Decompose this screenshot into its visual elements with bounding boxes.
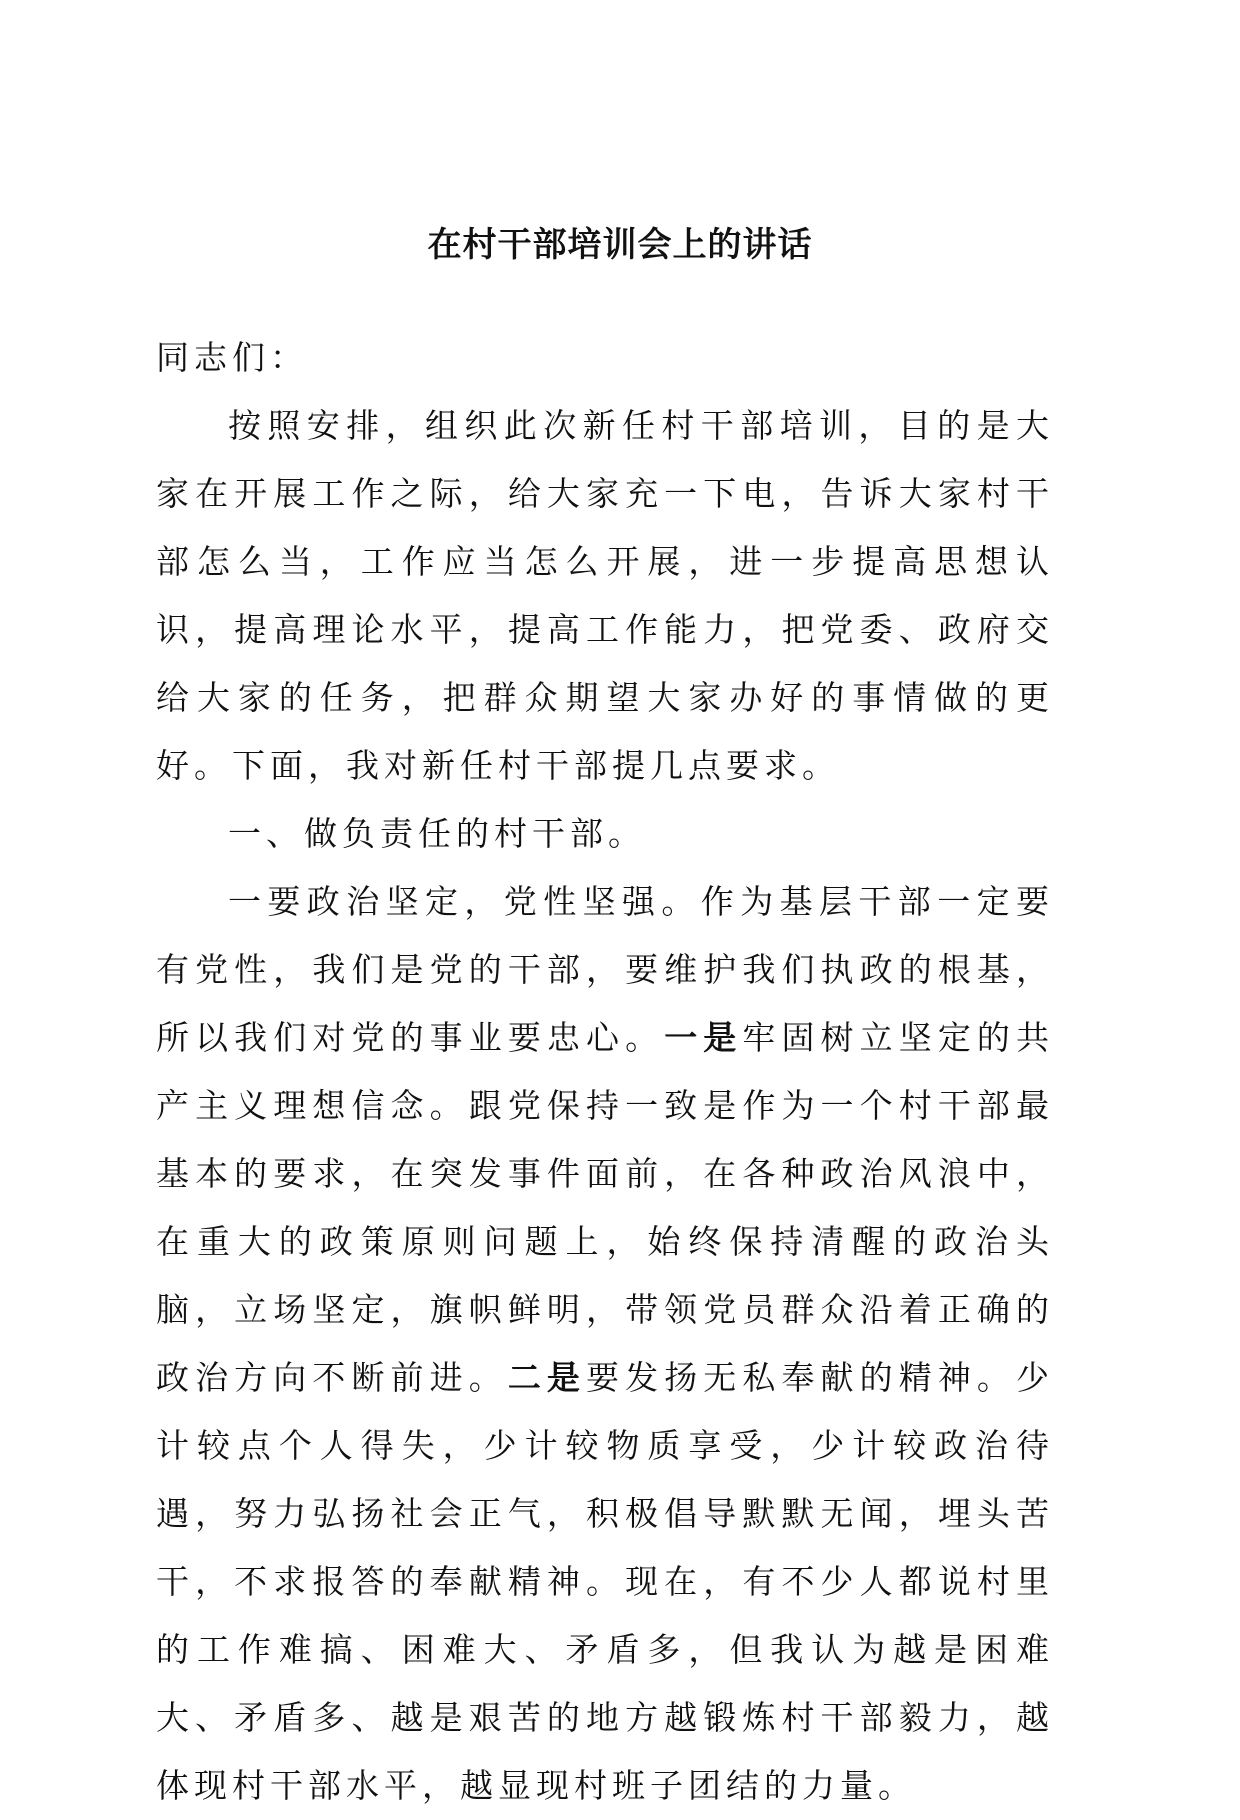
paragraph-segment: 要发扬无私奉献的精神。少计较点个人得失，少计较物质享受，少计较政治待遇，努力弘扬社会正气，积极倡导默默无闻，埋头苦干，不求报答的奉献精神。现在，有不少人都说村里的工作难搞、困难大、矛盾多，但我认为越是困难大、矛盾多、越是艰苦的地方越锻炼村干部毅力，越体现村干部水平，越显现村班子团结的力量。 (156, 1358, 1055, 1805)
paragraph-segment: 一要政治坚定，党性坚强。作为基层干部一定要有党性，我们是党的干部，要维护我们执政的根基，所以我们对党的事业要忠心。 (156, 882, 1054, 1057)
document-title: 在村干部培训会上的讲话 (427, 225, 813, 265)
paragraph-segment: 牢固树立坚定的共产主义理想信念。跟党保持一致是作为一个村干部最基本的要求，在突发事件面前，在各种政治风浪中，在重大的政策原则问题上，始终保持清醒的政治头脑，立场坚定，旗帜鲜明，带领党员群众沿着正确的政治方向不断前进。 (156, 1018, 1055, 1397)
section-heading-1: 一、做负责任的村干部。 (228, 814, 646, 853)
document-body (156, 324, 1054, 1820)
bold-marker-first: 一是 (664, 1018, 743, 1057)
paragraph-intro: 按照安排，组织此次新任村干部培训，目的是大家在开展工作之际，给大家充一下电，告诉大家村干部怎么当，工作应当怎么开展，进一步提高思想认识，提高理论水平，提高工作能力，把党委、政府交给大家的任务，把群众期望大家办好的事情做的更好。下面，我对新任村干部提几点要求。 (156, 406, 1054, 785)
paragraph-political (156, 868, 1054, 1820)
bold-marker-second: 二是 (507, 1358, 587, 1397)
salutation: 同志们： (156, 338, 308, 377)
